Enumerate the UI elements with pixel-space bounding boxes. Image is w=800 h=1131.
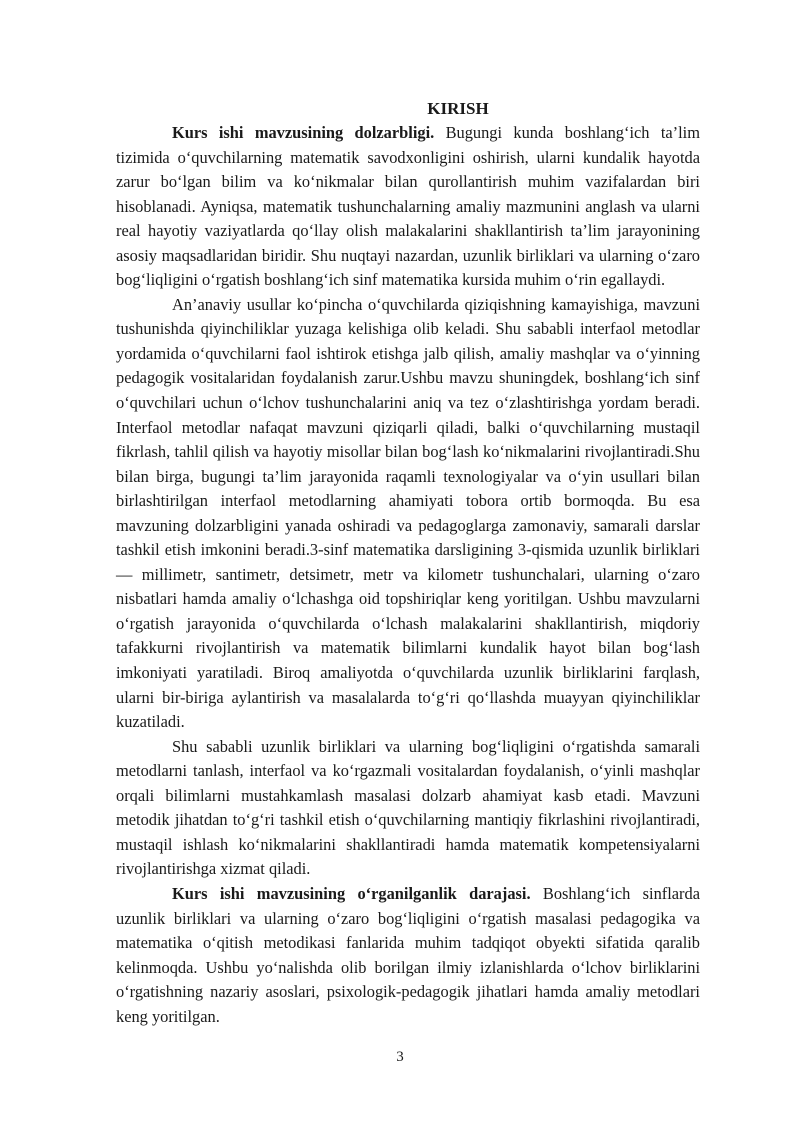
paragraph-traditional-methods: An’anaviy usullar ko‘pincha o‘quvchilarda qiziqishning kamayishiga, mavzuni tushunishda qiyinchiliklar yuzaga kelishiga olib keladi. Shu sababli interfaol metodlar yordamida o‘quvchilarni faol ishtirok etishga jalb qilish, amaliy mashqlar va o‘yinning pedagogik vositalaridan foydalanish zarur.Ushbu mavzu shuningdek, boshlang‘ich sinf o‘quvchilari uchun o‘lchov tushunchalarini aniq va tez o‘zlashtirishga yordam beradi. Interfaol metodlar nafaqat mavzuni qiziqarli qiladi, balki o‘quvchilarning mustaqil fikrlash, tahlil qilish va hayotiy misollar bilan bog‘lash ko‘nikmalarini rivojlantiradi.Shu bilan birga, bugungi ta’lim jarayonida raqamli texnologiyalar va o‘yin usullari bilan birlashtirilgan interfaol metodlarning ahamiyati tobora ortib bormoqda. Bu esa mavzuning dolzarbligini yanada oshiradi va pedagoglarga zamonaviy, samarali darslar tashkil etish imkonini beradi.3-sinf matematika darsligining 3-qismida uzunlik birliklari — millimetr, santimetr, detsimetr, metr va kilometr tushunchalari, ularning o‘zaro nisbatlari hamda amaliy o‘lchashga oid topshiriqlar keng yoritilgan. Ushbu mavzularni o‘rgatish jarayonida o‘quvchilarda o‘lchash malakalarini shakllantirish, miqdoriy tafakkurni rivojlantirish va matematik bilimlarni kundalik hayot bilan bog‘lash imkoniyati yaratiladi. Biroq amaliyotda o‘quvchilarda uzunlik birliklarini farqlash, ularni bir-biriga aylantirish va masalalarda to‘g‘ri qo‘llashda muayyan qiyinchiliklar kuzatiladi.: [116, 294, 700, 732]
paragraph-study-level: [116, 882, 700, 1029]
paragraph-body: Bugungi kunda boshlang‘ich ta’lim tizimida o‘quvchilarning matematik savodxonligini oshirish, ularni kundalik hayotda zarur bo‘lgan bilim va ko‘nikmalar bilan qurollantirish muhim vazifalardan biri hisoblanadi. Ayniqsa, matematik tushunchalarning amaliy mazmunini anglash va ularni real hayotiy vaziyatlarda qo‘llay olish malakalarini shakllantirish ta’lim jarayonining asosiy maqsadlaridan biridir. Shu nuqtayi nazardan, uzunlik birliklari va ularning o‘zaro bog‘liqligini o‘rgatish boshlang‘ich sinf matematika kursida muhim o‘rin egallaydi.: [116, 123, 700, 290]
paragraph-lead-study-level: Kurs ishi mavzusining o‘rganilganlik darajasi.: [172, 883, 531, 903]
paragraph-methods-selection: Shu sababli uzunlik birliklari va ularning bog‘liqligini o‘rgatishda samarali metodlarni tanlash, interfaol va ko‘rgazmali vositalardan foydalanish, o‘yinli mashqlar orqali bilimlarni mustahkamlash masalasi dolzarb ahamiyat kasb etadi. Mavzuni metodik jihatdan to‘g‘ri tashkil etish o‘quvchilarning mantiqiy fikrlashini rivojlantiradi, mustaqil ishlash ko‘nikmalarini shakllantiradi hamda matematik kompetensiyalarni rivojlantirishga xizmat qiladi.: [116, 736, 700, 879]
document-page: [116, 96, 700, 1029]
paragraph-relevance: [116, 121, 700, 293]
paragraph-body: Boshlang‘ich sinflarda uzunlik birliklari va ularning o‘zaro bog‘liqligini o‘rgatish masalasi pedagogika va matematika o‘qitish metodikasi fanlarida muhim tadqiqot obyekti sifatida qaralib kelinmoqda. Ushbu yo‘nalishda olib borilgan ilmiy izlanishlarda o‘lchov birliklarini o‘rgatishning nazariy asoslari, psixologik-pedagogik jihatlari hamda amaliy metodlari keng yoritilgan.: [116, 883, 700, 1026]
page-title: KIRISH: [427, 99, 489, 118]
paragraph-lead-relevance: Kurs ishi mavzusining dolzarbligi.: [172, 123, 435, 142]
page-number: 3: [396, 1049, 404, 1065]
